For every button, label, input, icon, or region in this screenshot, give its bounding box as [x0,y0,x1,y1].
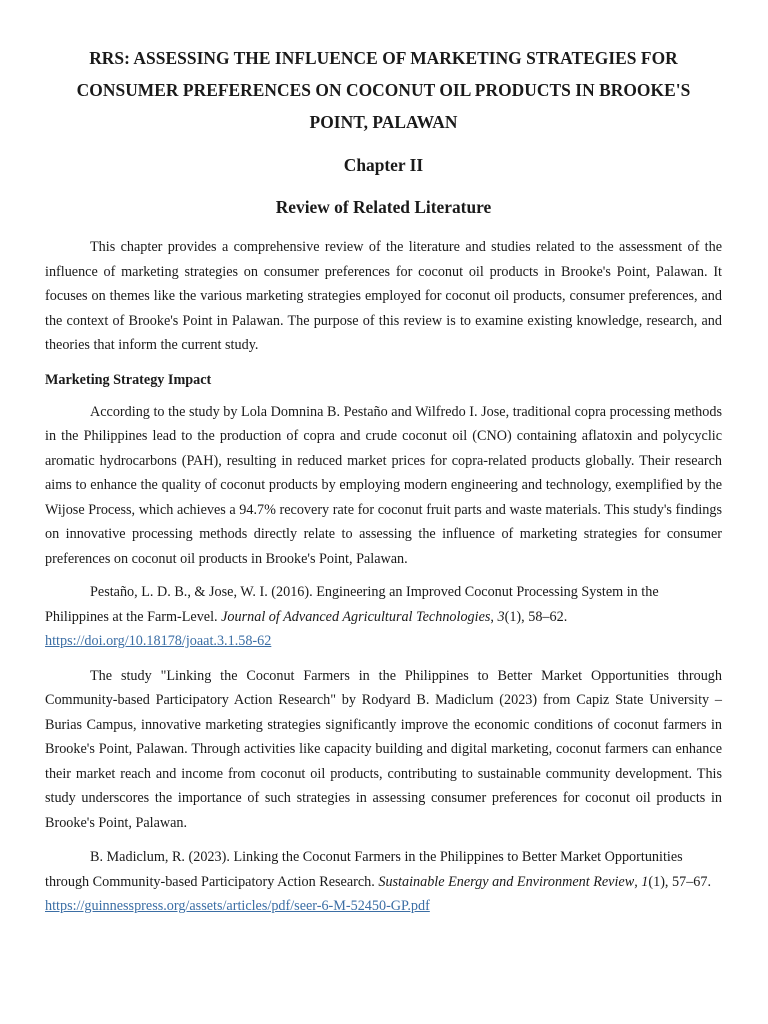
document-page [45,0,722,919]
reference-volume: 1 [641,873,649,890]
reference-volume: 3 [497,608,505,625]
intro-paragraph: This chapter provides a comprehensive review of the literature and studies related to the assessment of the influence of marketing strategies on consumer preferences for coconut oil products in Brooke's Point, Palawan. It focuses on themes like the various marketing strategies employed for coconut oil products, consumer preferences, and the context of Brooke's Point in Palawan. The purpose of this review is to examine existing knowledge, research, and theories that inform the current study. [45,239,722,353]
reference-separator: , [634,873,642,890]
reference-journal: Journal of Advanced Agricultural Technologies [221,608,491,625]
reference-pages: (1), 57–67. [648,873,712,890]
reference-journal: Sustainable Energy and Environment Review [378,873,635,890]
reference-entry [45,845,722,919]
body-paragraph: The study "Linking the Coconut Farmers in the Philippines to Better Market Opportunities through Community-based Participatory Action Research" by Rodyard B. Madiclum (2023) from Capiz State University – Burias Campus, innovative marketing strategies significantly improve the economic conditions of coconut farmers in Brooke's Point, Palawan. Through activities like capacity building and digital marketing, coconut farmers can enhance their market reach and income from coconut oil products, contributing to sustainable community development. This study underscores the importance of such strategies in assessing consumer preferences for coconut oil products in Brooke's Point, Palawan. [45,667,722,831]
document-title: RRS: ASSESSING THE INFLUENCE OF MARKETING STRATEGIES FOR CONSUMER PREFERENCES ON COCONUT OIL PRODUCTS IN BROOKE'S POINT, PALAWAN [76,48,691,132]
chapter-heading: Chapter II [343,155,424,175]
reference-entry [45,580,722,654]
subheading: Marketing Strategy Impact [45,371,212,388]
reference-authors: Pestaño, L. D. B., & Jose, W. I. (2016). Engineering an Improved Coconut Processing System in the Philippines at the Farm-Level. [45,584,659,625]
reference-link[interactable]: https://guinnesspress.org/assets/articles/pdf/seer-6-M-52450-GP.pdf [45,898,430,914]
section-heading: Review of Related Literature [275,197,492,217]
reference-separator: , [490,608,498,625]
reference-authors: B. Madiclum, R. (2023). Linking the Coconut Farmers in the Philippines to Better Market Opportunities through Community-based Participatory Action Research. [45,849,683,890]
reference-pages: (1), 58–62. [504,608,568,625]
reference-link[interactable]: https://doi.org/10.18178/joaat.3.1.58-62 [45,633,272,649]
body-paragraph: According to the study by Lola Domnina B. Pestaño and Wilfredo I. Jose, traditional copra processing methods in the Philippines lead to the production of copra and crude coconut oil (CNO) containing aflatoxin and polycyclic aromatic hydrocarbons (PAH), resulting in reduced market prices for copra-related products globally. Their research aims to enhance the quality of coconut products by employing modern engineering and technology, exemplified by the Wijose Process, which achieves a 94.7% recovery rate for coconut fruit parts and waste materials. This study's findings on innovative processing methods directly relate to assessing the influence of marketing strategies for consumer preferences on coconut oil products in Brooke's Point, Palawan. [45,403,722,567]
